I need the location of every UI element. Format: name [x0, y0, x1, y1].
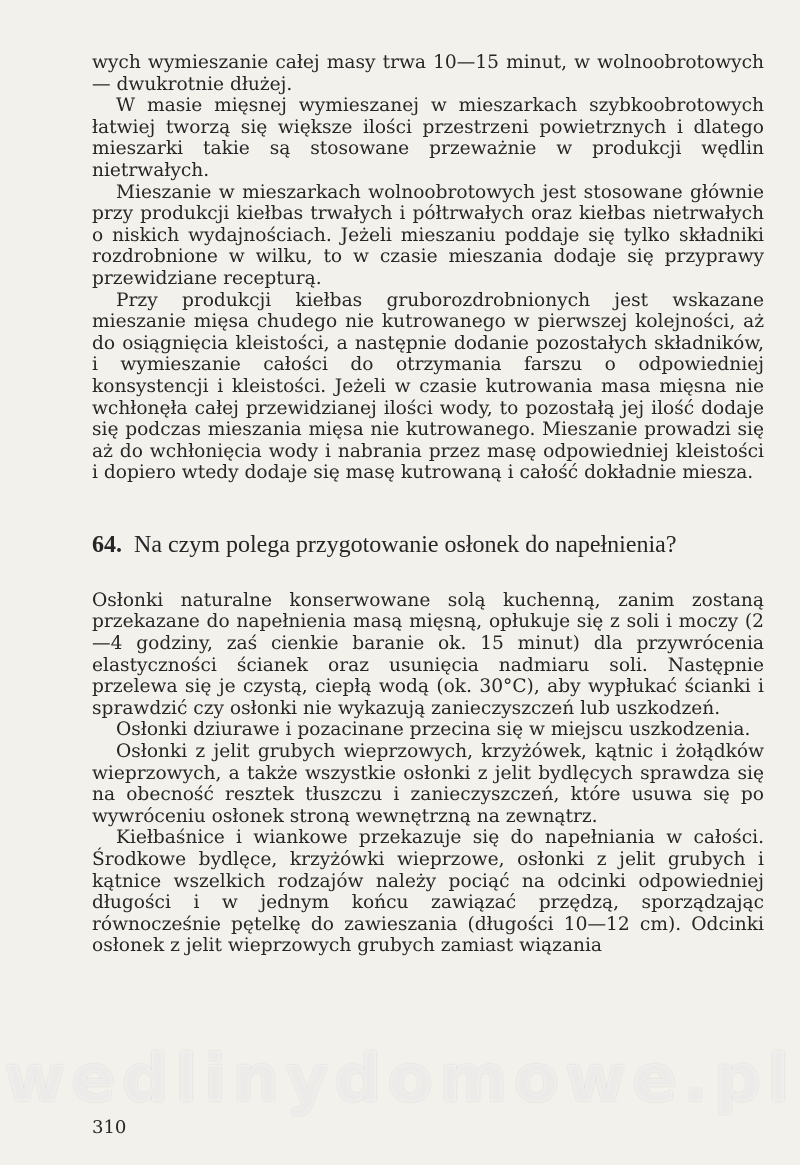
paragraph-natural-casings: Osłonki naturalne konserwowane solą kuchenną, zanim zostaną przekazane do napełnienia masą mięsną, opłukuje się z soli i moczy (2—4 godziny, zaś cienkie baranie ok. 15 minut) dla przywrócenia elastyczności ścianek oraz usunięcia nadmiaru soli. Następnie przelewa się je czystą, ciepłą wodą (ok. 30°C), aby wypłukać ścianki i sprawdzić czy osłonki nie wykazują zanieczyszczeń lub uszkodzeń. [92, 589, 764, 719]
paragraph-casing-preparation: Kiełbaśnice i wiankowe przekazuje się do napełniania w całości. Środkowe bydlęce, krzyżówki wieprzowe, osłonki z jelit grubych i kątnice wszelkich rodzajów należy pociąć na odcinki odpowiedniej długości i w jednym końcu zawiązać przędzą, sporządzając równocześnie pętelkę do zawieszania (długości 10—12 cm). Odcinki osłonek z jelit wieprzowych grubych zamiast wiązania [92, 827, 764, 957]
watermark: wedlinydomowe.pl [4, 1040, 796, 1117]
paragraph-coarse-sausages: Przy produkcji kiełbas gruborozdrobnionych jest wskazane mieszanie mięsa chudego nie kutrowanego w pierwszej kolejności, aż do osiągnięcia kleistości, a następnie dodanie pozostałych składników, i wymieszanie całości do otrzymania farszu o odpowiedniej konsystencji i kleistości. Jeżeli w czasie kutrowania masa mięsna nie wchłonęła całej przewidzianej ilości wody, to pozostałą jej ilość dodaje się podczas mieszania mięsa nie kutrowanego. Mieszanie prowadzi się aż do wchłonięcia wody i nabrania przez masę odpowiedniej kleistości i dopiero wtedy dodaje się masę kutrowaną i całość dokładnie miesza. [92, 289, 764, 484]
paragraph-damaged-casings: Osłonki dziurawe i pozacinane przecina się w miejscu uszkodzenia. [116, 719, 751, 741]
page-content [92, 52, 764, 957]
paragraph-high-speed-mixers: W masie mięsnej wymieszanej w mieszarkach szybkoobrotowych łatwiej tworzą się większe ilości przestrzeni powietrznych i dlatego mieszarki takie są stosowane przeważnie w produkcji wędlin nietrwałych. [92, 95, 764, 181]
paragraph-continuation: wych wymieszanie całej masy trwa 10—15 minut, w wolnoobrotowych — dwukrotnie dłużej. [92, 52, 764, 95]
question-title: Na czym polega przygotowanie osłonek do napełnienia? [134, 531, 677, 558]
question-number: 64. [92, 531, 122, 558]
page-number: 310 [92, 1117, 127, 1138]
paragraph-low-speed-mixers: Mieszanie w mieszarkach wolnoobrotowych jest stosowane głównie przy produkcji kiełbas trwałych i półtrwałych oraz kiełbas nietrwałych o niskich wydajnościach. Jeżeli mieszaniu poddaje się tylko składniki rozdrobnione w wilku, to w czasie mieszania dodaje się przyprawy przewidziane recepturą. [92, 181, 764, 289]
paragraph-pork-beef-casings: Osłonki z jelit grubych wieprzowych, krzyżówek, kątnic i żołądków wieprzowych, a także wszystkie osłonki z jelit bydlęcych sprawdza się na obecność resztek tłuszczu i zanieczyszczeń, które usuwa się po wywróceniu osłonek stroną wewnętrzną na zewnątrz. [92, 741, 764, 827]
question-heading [92, 530, 764, 560]
